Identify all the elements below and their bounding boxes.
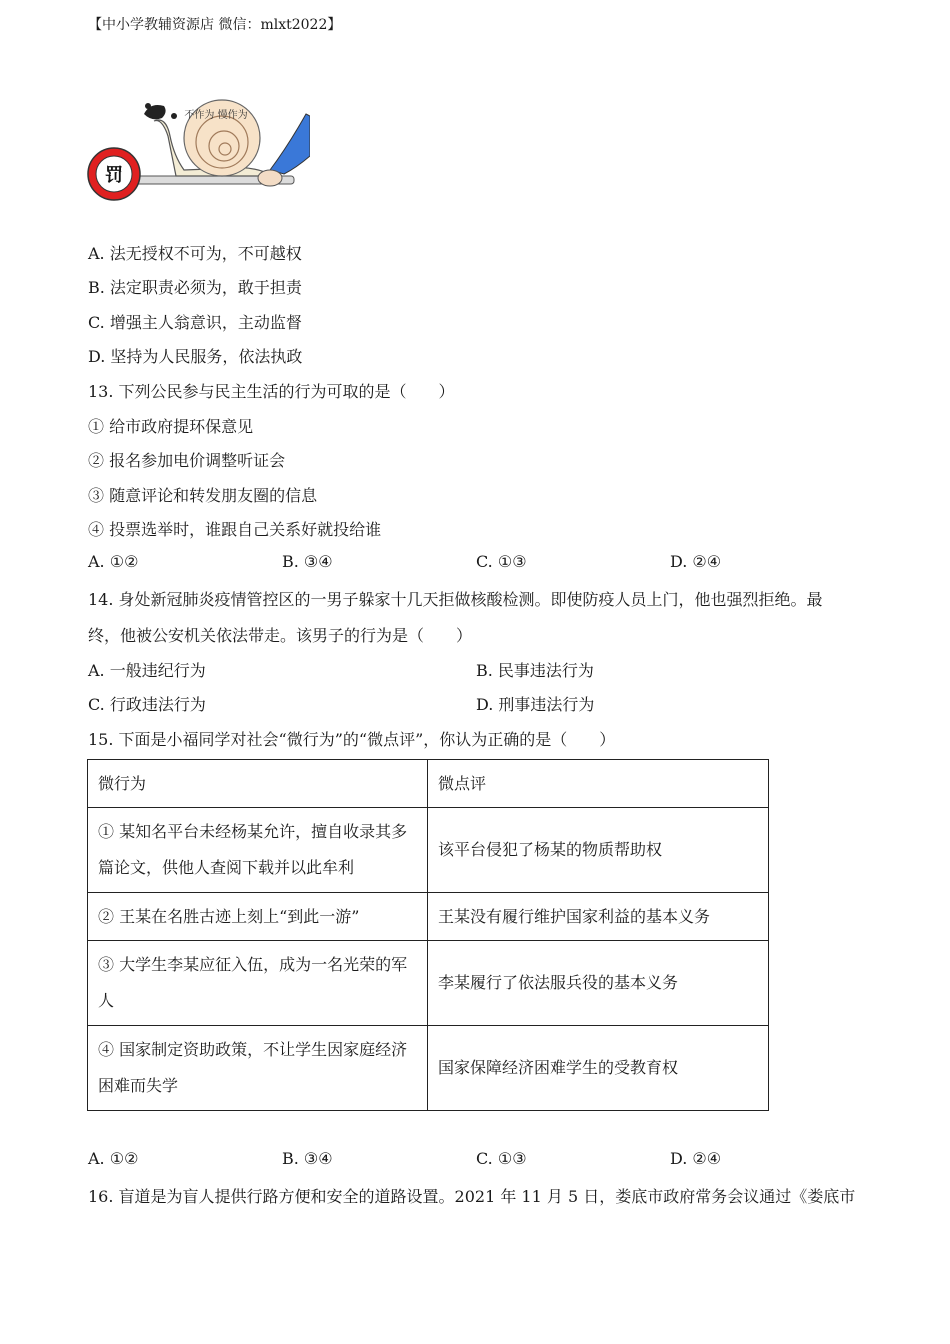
- q15-option-c: C. ①③: [476, 1149, 527, 1168]
- table-row: [88, 1026, 769, 1111]
- q14-stem-line-1: 14. 身处新冠肺炎疫情管控区的一男子躲家十几天拒做核酸检测。即使防疫人员上门，他也强烈拒绝。最: [88, 590, 823, 609]
- q16-stem-line-1: 16. 盲道是为盲人提供行路方便和安全的道路设置。2021 年 11 月 5 日，娄底市政府常务会议通过《娄底市: [88, 1187, 856, 1206]
- behavior-line: ④ 国家制定资助政策，不让学生因家庭经济: [98, 1040, 408, 1059]
- behavior-line: 人: [98, 991, 115, 1010]
- table-row: [88, 941, 769, 1026]
- table-row: [88, 893, 769, 941]
- table-cell-behavior: [88, 1026, 428, 1111]
- table-cell-comment: 国家保障经济困难学生的受教育权: [428, 1026, 769, 1111]
- page-header: 【中小学教辅资源店 微信：mlxt2022】: [88, 17, 342, 33]
- q14-option-b: B. 民事违法行为: [476, 661, 594, 680]
- q12-option-c: C. 增强主人翁意识，主动监督: [88, 313, 302, 332]
- table-header-behavior: 微行为: [88, 760, 428, 808]
- behavior-line: 困难而失学: [98, 1076, 179, 1095]
- table-cell-behavior: [88, 808, 428, 893]
- q15-table: [87, 759, 769, 1111]
- table-row: [88, 808, 769, 893]
- q15-option-a: A. ①②: [88, 1149, 139, 1168]
- q14-option-d: D. 刑事违法行为: [476, 695, 595, 714]
- table-cell-comment: 王某没有履行维护国家利益的基本义务: [428, 893, 769, 941]
- behavior-line: ③ 大学生李某应征入伍，成为一名光荣的军: [98, 955, 408, 974]
- q13-option-d: D. ②④: [670, 552, 722, 571]
- q15-option-b: B. ③④: [282, 1149, 333, 1168]
- q13-item-4: ④ 投票选举时，谁跟自己关系好就投给谁: [88, 520, 382, 539]
- q13-item-3: ③ 随意评论和转发朋友圈的信息: [88, 486, 318, 505]
- table-cell-comment: 李某履行了依法服兵役的基本义务: [428, 941, 769, 1026]
- snail-cartoon-illustration: [84, 96, 310, 212]
- q14-option-a: A. 一般违纪行为: [88, 661, 206, 680]
- q12-option-d: D. 坚持为人民服务，依法执政: [88, 347, 303, 366]
- table-header-comment: 微点评: [428, 760, 769, 808]
- penalty-sign-text: 罚: [105, 165, 123, 186]
- q13-item-2: ② 报名参加电价调整听证会: [88, 451, 286, 470]
- table-cell-behavior: [88, 941, 428, 1026]
- q15-stem: 15. 下面是小福同学对社会“微行为”的“微点评”，你认为正确的是（ ）: [88, 730, 616, 749]
- q12-option-b: B. 法定职责必须为，敢于担责: [88, 278, 302, 297]
- q15-option-d: D. ②④: [670, 1149, 722, 1168]
- table-cell-behavior: [88, 893, 428, 941]
- table-cell-comment: 该平台侵犯了杨某的物质帮助权: [428, 808, 769, 893]
- q13-stem: 13. 下列公民参与民主生活的行为可取的是（ ）: [88, 382, 455, 401]
- snail-shell-text: 不作为 慢作为: [184, 110, 248, 121]
- q13-item-1: ① 给市政府提环保意见: [88, 417, 254, 436]
- q14-stem-line-2: 终，他被公安机关依法带走。该男子的行为是（ ）: [88, 626, 473, 645]
- table-header-row: [88, 760, 769, 808]
- behavior-line: ① 某知名平台未经杨某允许，擅自收录其多: [98, 822, 408, 841]
- q13-option-b: B. ③④: [282, 552, 333, 571]
- q13-option-a: A. ①②: [88, 552, 139, 571]
- behavior-line: 篇论文，供他人查阅下载并以此牟利: [98, 858, 355, 877]
- q12-option-a: A. 法无授权不可为，不可越权: [88, 244, 302, 263]
- behavior-line: ② 王某在名胜古迹上刻上“到此一游”: [98, 906, 360, 926]
- q13-option-c: C. ①③: [476, 552, 527, 571]
- q14-option-c: C. 行政违法行为: [88, 695, 206, 714]
